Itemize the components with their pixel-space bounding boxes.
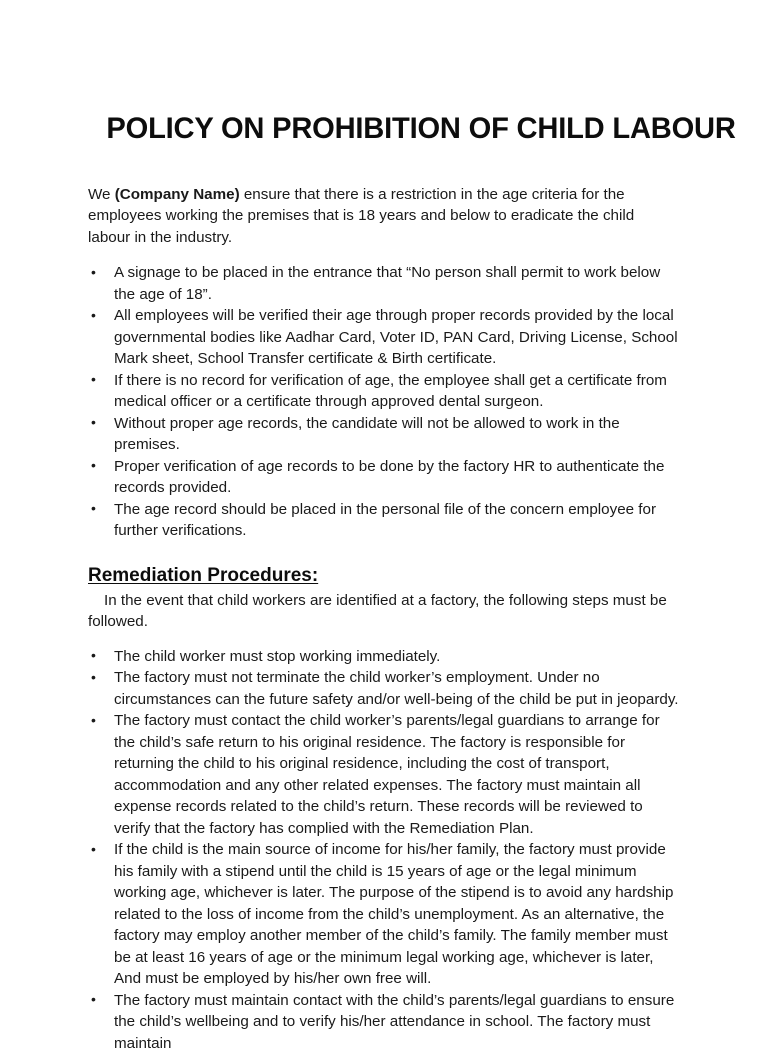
list-item: • If there is no record for verification of age, the employee shall get a certificate from medical officer or a certificate through approved dental surgeon. bbox=[91, 370, 680, 413]
list-item: • The age record should be placed in the personal file of the concern employee for further verifications. bbox=[91, 499, 680, 542]
intro-paragraph bbox=[88, 147, 680, 249]
list-item: • The factory must contact the child worker’s parents/legal guardians to arrange for the child’s safe return to his original residence. The factory is responsible for returning the child to his original residence, including the cost of transport, accommodation and any other related expenses. The factory must maintain all expense records related to the child’s return. These records will be reviewed to verify that the factory has complied with the Remediation Plan. bbox=[91, 710, 680, 839]
policy-bullet-list bbox=[88, 248, 680, 542]
document-body bbox=[88, 0, 680, 1054]
list-item: • All employees will be verified their age through proper records provided by the local governmental bodies like Aadhar Card, Voter ID, PAN Card, Driving License, School Mark sheet, School Transfer certificate & Birth certificate. bbox=[91, 305, 680, 370]
list-item: • Proper verification of age records to be done by the factory HR to authenticate the records provided. bbox=[91, 456, 680, 499]
section-heading-text: Remediation Procedures: bbox=[88, 565, 318, 586]
section-heading-remediation bbox=[88, 542, 680, 588]
intro-lead: We bbox=[88, 186, 115, 203]
list-item: • The child worker must stop working immediately. bbox=[91, 646, 680, 668]
list-item: • A signage to be placed in the entrance that “No person shall permit to work below the age of 18”. bbox=[91, 262, 680, 305]
remediation-bullet-list bbox=[88, 633, 680, 1054]
list-item: • The factory must maintain contact with the child’s parents/legal guardians to ensure the child’s wellbeing and to verify his/her attendance in school. The factory must maintain bbox=[91, 990, 680, 1054]
list-item: • The factory must not terminate the child worker’s employment. Under no circumstances can the future safety and/or well-being of the child be put in jeopardy. bbox=[91, 667, 680, 710]
intro-rest: ensure that there is a restriction in the age criteria for the employees working the premises that is 18 years and below to eradicate the child labour in the industry. bbox=[88, 186, 634, 246]
list-item: • Without proper age records, the candidate will not be allowed to work in the premises. bbox=[91, 413, 680, 456]
page-title: POLICY ON PROHIBITION OF CHILD LABOUR bbox=[88, 0, 662, 147]
remediation-intro-paragraph: In the event that child workers are identified at a factory, the following steps must be followed. bbox=[88, 588, 680, 633]
list-item: • If the child is the main source of income for his/her family, the factory must provide his family with a stipend until the child is 15 years of age or the legal minimum working age, whichever is later. The purpose of the stipend is to avoid any hardship related to the loss of income from the child’s unemployment. As an alternative, the factory may employ another member of the child’s family. The family member must be at least 16 years of age or the minimum legal working age, whichever is later, And must be employed by his/her own free will. bbox=[91, 839, 680, 990]
company-name-placeholder: (Company Name) bbox=[115, 186, 240, 203]
